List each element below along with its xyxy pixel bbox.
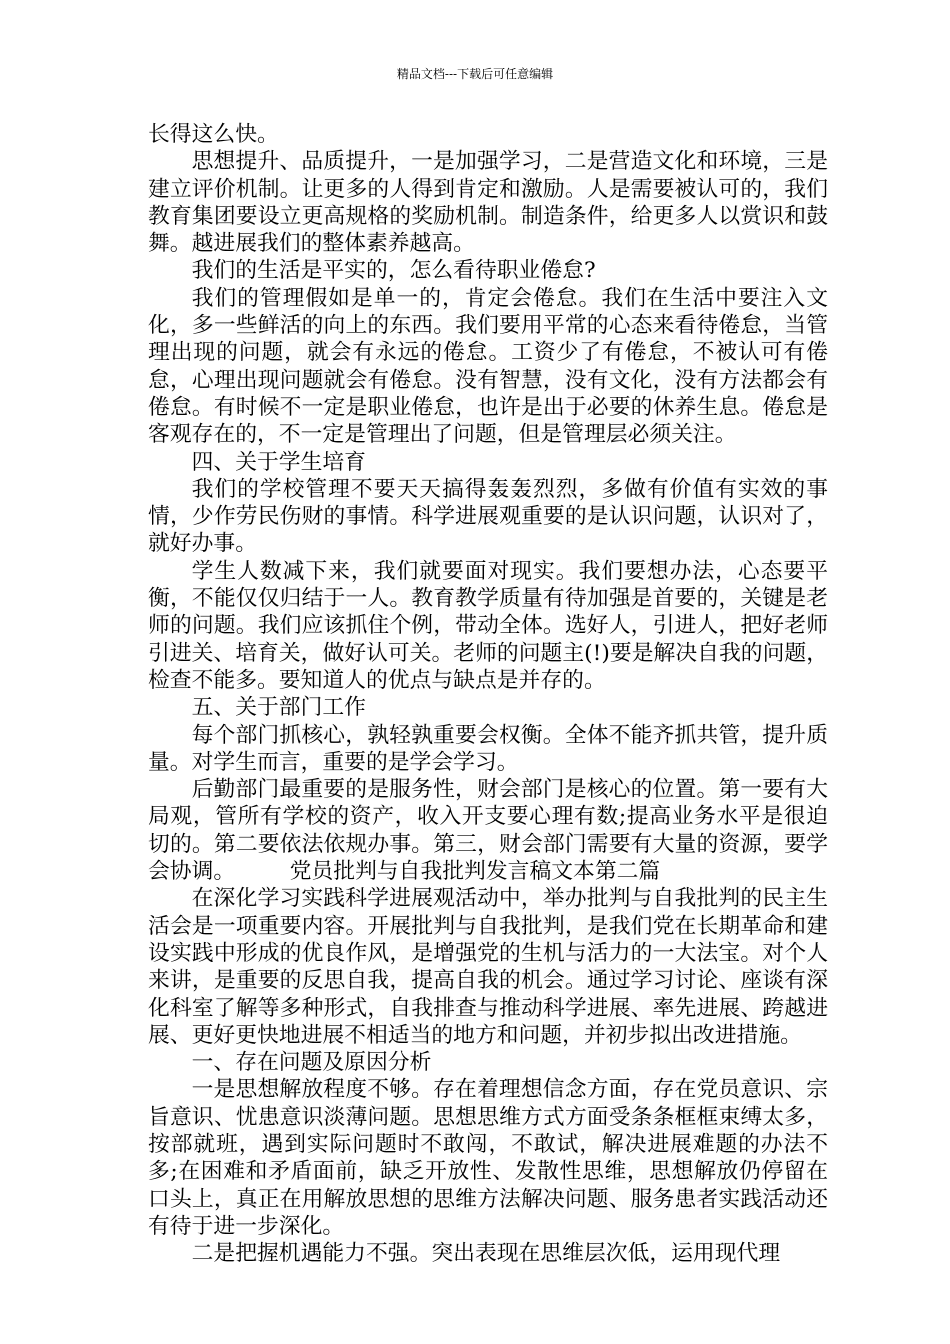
paragraph: 我们的学校管理不要天天搞得轰轰烈烈，多做有价值有实效的事情，少作劳民伤财的事情。科学进展观重要的是认识问题，认识对了，就好办事。 — [148, 476, 828, 557]
paragraph: 学生人数减下来，我们就要面对现实。我们要想办法，心态要平衡，不能仅仅归结于一人。教育教学质量有待加强是首要的，关键是老师的问题。我们应该抓住个例，带动全体。选好人，引进人，把好老师引进关、培育关，做好认可关。老师的问题主(!)要是解决自我的问题，检查不能多。要知道人的优点与缺点是并存的。 — [148, 558, 828, 693]
paragraph: 我们的管理假如是单一的，肯定会倦怠。我们在生活中要注入文化，多一些鲜活的向上的东西。我们要用平常的心态来看待倦怠，当管理出现的问题，就会有永远的倦怠。工资少了有倦怠，不被认可有倦怠，心理出现问题就会有倦怠。没有智慧，没有文化，没有方法都会有倦怠。有时候不一定是职业倦怠，也许是出于必要的休养生息。倦怠是客观存在的，不一定是管理出了问题，但是管理层必须关注。 — [148, 285, 828, 448]
paragraph: 在深化学习实践科学进展观活动中，举办批判与自我批判的民主生活会是一项重要内容。开展批判与自我批判，是我们党在长期革命和建设实践中形成的优良作风，是增强党的生机与活力的一大法宝。对个人来讲，是重要的反思自我，提高自我的机会。通过学习讨论、座谈有深化科室了解等多种形式，自我排查与推动科学进展、率先进展、跨越进展、更好更快地进展不相适当的地方和问题，并初步拟出改进措施。 — [148, 886, 828, 1048]
paragraph: 我们的生活是平实的，怎么看待职业倦怠? — [191, 258, 596, 284]
paragraph: 一是思想解放程度不够。存在着理想信念方面，存在党员意识、宗旨意识、忧患意识淡薄问题。思想思维方式方面受条条框框束缚太多，按部就班，遇到实际问题时不敢闯，不敢试，解决进展难题的办法不多;在困难和矛盾面前，缺乏开放性、发散性思维，思想解放仍停留在口头上，真正在用解放思想的思维方法解决问题、服务患者实践活动还有待于进一步深化。 — [148, 1077, 828, 1239]
paragraph: 每个部门抓核心，孰轻孰重要会权衡。全体不能齐抓共管，提升质量。对学生而言，重要的是学会学习。 — [148, 722, 828, 775]
paragraph: 二是把握机遇能力不强。突出表现在思维层次低，运用现代理 — [191, 1241, 781, 1267]
document-body — [148, 121, 828, 1267]
paragraph: 四、关于学生培育 — [191, 449, 366, 475]
paragraph: 五、关于部门工作 — [191, 695, 366, 721]
paragraph: 长得这么快。 — [148, 122, 279, 147]
paragraph: 思想提升、品质提升，一是加强学习，二是营造文化和环境，三是建立评价机制。让更多的人得到肯定和激励。人是需要被认可的，我们教育集团要设立更高规格的奖励机制。制造条件，给更多人以赏识和鼓舞。越进展我们的整体素养越高。 — [148, 149, 828, 257]
paragraph: 后勤部门最重要的是服务性，财会部门是核心的位置。第一要有大局观，管所有学校的资产，收入开支要心理有数;提高业务水平是很迫切的。第二要依法依规办事。第三，财会部门需要有大量的资源，要学会协调。 党员批判与自我批判发言稿文本第二篇 — [148, 777, 828, 885]
paragraph: 一、存在问题及原因分析 — [191, 1050, 432, 1076]
page-header: 精品文档---下载后可任意编辑 — [396, 67, 554, 81]
